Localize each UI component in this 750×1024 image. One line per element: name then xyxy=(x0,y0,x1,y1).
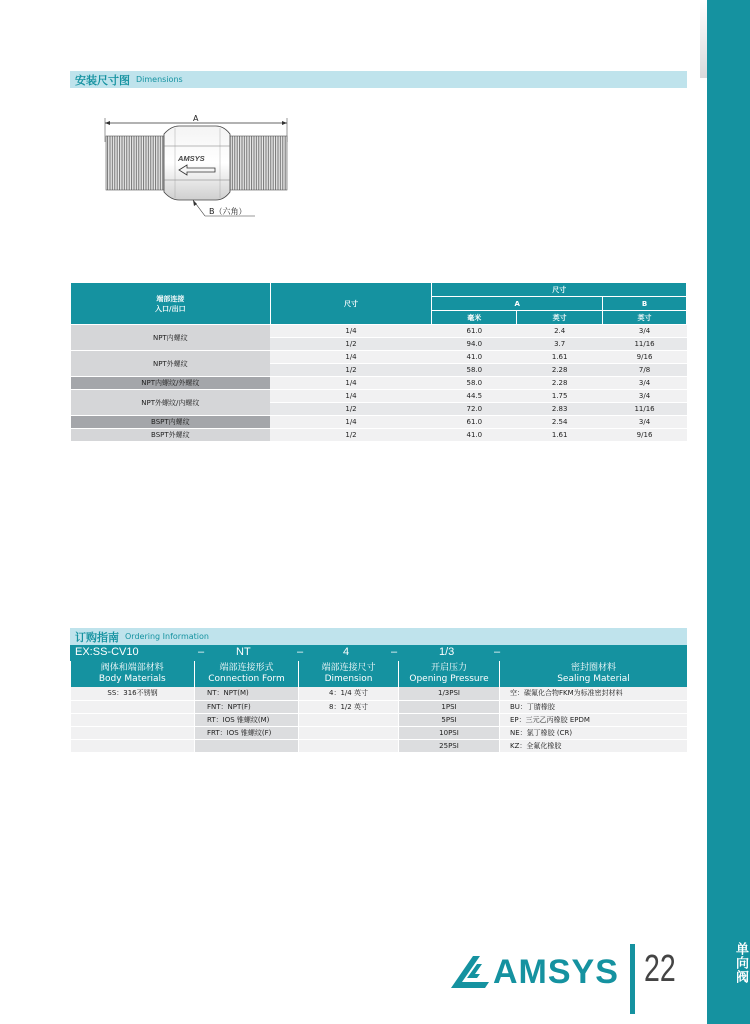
code-separator: – xyxy=(494,646,501,658)
label-a: A xyxy=(193,114,199,123)
size-cell: 1/2 xyxy=(270,403,432,416)
b-cell: 11/16 xyxy=(603,403,687,416)
connection-cell: BSPT外螺纹 xyxy=(71,429,271,442)
mm-cell: 44.5 xyxy=(432,390,517,403)
body-option xyxy=(71,700,195,713)
b-cell: 11/16 xyxy=(603,338,687,351)
pressure-option: 10PSI xyxy=(399,726,500,739)
sidebar-band xyxy=(707,0,750,1024)
inch-cell: 2.28 xyxy=(517,377,603,390)
header-a: A xyxy=(432,297,603,311)
body-option xyxy=(71,739,195,752)
b-cell: 3/4 xyxy=(603,416,687,429)
size-cell: 1/4 xyxy=(270,377,432,390)
header-dimensions: 尺寸 xyxy=(432,283,687,297)
mm-cell: 72.0 xyxy=(432,403,517,416)
col-body-materials: 阀体和端部材料 Body Materials xyxy=(71,661,195,687)
inch-cell: 2.4 xyxy=(517,325,603,338)
conn-option: FRT：IOS 锥螺纹(F) xyxy=(195,726,299,739)
dimensions-title-en: Dimensions xyxy=(136,75,183,84)
seal-option: BU：丁腈橡胶 xyxy=(500,700,688,713)
dim-option xyxy=(299,713,399,726)
header-inch: 英寸 xyxy=(517,311,603,325)
seal-option: KZ：全氟化橡胶 xyxy=(500,739,688,752)
body-option xyxy=(71,713,195,726)
order-code-example xyxy=(70,645,687,661)
inch-cell: 2.28 xyxy=(517,364,603,377)
b-cell: 9/16 xyxy=(603,351,687,364)
mm-cell: 61.0 xyxy=(432,325,517,338)
code-dimension: 4 xyxy=(343,646,350,658)
dimensions-title-cn: 安装尺寸图 xyxy=(75,73,130,87)
page-number: 22 xyxy=(644,948,676,990)
inch-cell: 3.7 xyxy=(517,338,603,351)
mm-cell: 61.0 xyxy=(432,416,517,429)
pressure-option: 1/3PSI xyxy=(399,687,500,700)
thread-right xyxy=(230,136,287,190)
valve-dimension-drawing xyxy=(95,108,305,228)
arrow-left xyxy=(105,121,110,125)
size-cell: 1/2 xyxy=(270,429,432,442)
size-cell: 1/4 xyxy=(270,390,432,403)
col-sealing-material: 密封圈材料 Sealing Material xyxy=(500,661,688,687)
table-row xyxy=(71,416,687,429)
table-row xyxy=(71,713,688,726)
code-separator: – xyxy=(198,646,205,658)
ordering-title-cn: 订购指南 xyxy=(75,630,119,644)
dimensions-section-header xyxy=(70,71,687,88)
dimensions-table xyxy=(70,282,687,442)
conn-option: NT：NPT(M) xyxy=(195,687,299,700)
code-separator: – xyxy=(391,646,398,658)
inch-cell: 1.61 xyxy=(517,429,603,442)
brand-logo-text: AMSYS xyxy=(493,952,619,991)
table-row xyxy=(71,687,688,700)
connection-cell: NPT内螺纹 xyxy=(71,325,271,351)
table-row xyxy=(71,377,687,390)
b-cell: 9/16 xyxy=(603,429,687,442)
sidebar-category-label: 单向阀 xyxy=(733,942,748,984)
conn-option: FNT：NPT(F) xyxy=(195,700,299,713)
pressure-option: 5PSI xyxy=(399,713,500,726)
table-row xyxy=(71,390,687,403)
seal-option: EP：三元乙丙橡胶 EPDM xyxy=(500,713,688,726)
pressure-option: 25PSI xyxy=(399,739,500,752)
inch-cell: 1.75 xyxy=(517,390,603,403)
header-mm: 毫米 xyxy=(432,311,517,325)
dim-option: 4：1/4 英寸 xyxy=(299,687,399,700)
mm-cell: 41.0 xyxy=(432,429,517,442)
seal-option: NE：氯丁橡胶 (CR) xyxy=(500,726,688,739)
table-row xyxy=(71,429,687,442)
b-cell: 7/8 xyxy=(603,364,687,377)
code-separator: – xyxy=(297,646,304,658)
size-cell: 1/2 xyxy=(270,338,432,351)
header-b: B xyxy=(603,297,687,311)
ordering-title-en: Ordering Information xyxy=(125,632,209,641)
inch-cell: 2.83 xyxy=(517,403,603,416)
pressure-option: 1PSI xyxy=(399,700,500,713)
connection-cell: NPT外螺纹 xyxy=(71,351,271,377)
conn-option: RT：IOS 锥螺纹(M) xyxy=(195,713,299,726)
size-cell: 1/4 xyxy=(270,325,432,338)
drawing-brand-mark: AMSYS xyxy=(178,154,205,163)
connection-cell: NPT外螺纹/内螺纹 xyxy=(71,390,271,416)
table-row xyxy=(71,700,688,713)
label-b: B（六角） xyxy=(209,207,247,216)
size-cell: 1/4 xyxy=(270,416,432,429)
code-pressure: 1/3 xyxy=(439,646,455,658)
inch-cell: 1.61 xyxy=(517,351,603,364)
header-connection: 端部连接 入口/出口 xyxy=(71,283,271,325)
mm-cell: 58.0 xyxy=(432,364,517,377)
inch-cell: 2.54 xyxy=(517,416,603,429)
col-opening-pressure: 开启压力 Opening Pressure xyxy=(399,661,500,687)
arrow-right xyxy=(282,121,287,125)
connection-cell: BSPT内螺纹 xyxy=(71,416,271,429)
col-connection-form: 端部连接形式 Connection Form xyxy=(195,661,299,687)
b-cell: 3/4 xyxy=(603,325,687,338)
brand-logo xyxy=(449,953,619,991)
dim-option xyxy=(299,739,399,752)
table-row xyxy=(71,726,688,739)
ordering-section-header xyxy=(70,628,687,645)
code-connection: NT xyxy=(236,646,251,658)
col-dimension: 端部连接尺寸 Dimension xyxy=(299,661,399,687)
footer-divider xyxy=(630,944,635,1014)
header-size: 尺寸 xyxy=(270,283,432,325)
b-cell: 3/4 xyxy=(603,377,687,390)
mm-cell: 41.0 xyxy=(432,351,517,364)
size-cell: 1/2 xyxy=(270,364,432,377)
b-cell: 3/4 xyxy=(603,390,687,403)
connection-cell: NPT内螺纹/外螺纹 xyxy=(71,377,271,390)
code-prefix: EX:SS-CV10 xyxy=(75,646,139,658)
thread-left xyxy=(106,136,164,190)
dim-option xyxy=(299,726,399,739)
body-option: SS：316不锈钢 xyxy=(71,687,195,700)
size-cell: 1/4 xyxy=(270,351,432,364)
logo-mark-icon xyxy=(449,954,493,990)
dim-option: 8：1/2 英寸 xyxy=(299,700,399,713)
ordering-table xyxy=(70,661,687,753)
table-row xyxy=(71,739,688,752)
table-row xyxy=(71,325,687,338)
conn-option xyxy=(195,739,299,752)
body-option xyxy=(71,726,195,739)
mm-cell: 58.0 xyxy=(432,377,517,390)
mm-cell: 94.0 xyxy=(432,338,517,351)
table-row xyxy=(71,351,687,364)
seal-option: 空：碳氟化合物FKM为标准密封材料 xyxy=(500,687,688,700)
header-inch-b: 英寸 xyxy=(603,311,687,325)
